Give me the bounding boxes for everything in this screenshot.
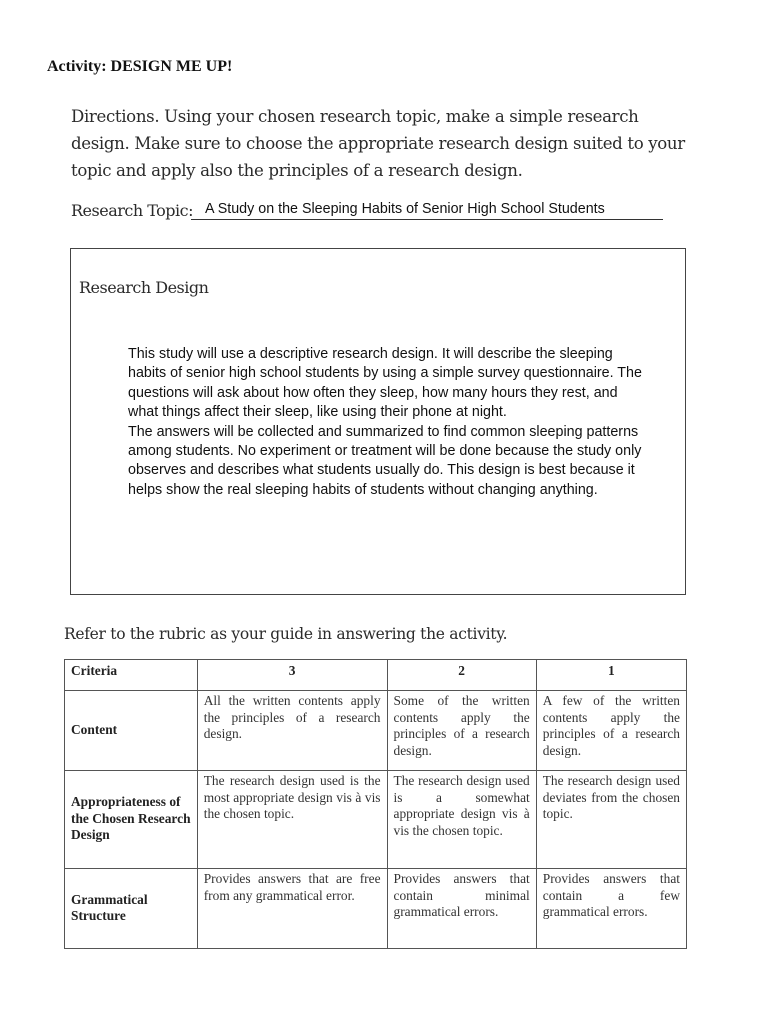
directions-text: Directions. Using your chosen research topic, make a simple research design. Make sure to choose the appropriate research design suited to your topic and apply also the principles of a research design. (71, 107, 685, 180)
research-topic-label: Research Topic: (71, 201, 194, 220)
rubric-cell: The research design used deviates from the chosen topic. (536, 771, 686, 869)
activity-title: Activity: DESIGN ME UP! (47, 58, 233, 75)
criteria-cell: Appropriateness of the Chosen Research Design (65, 771, 198, 869)
rubric-cell: All the written contents apply the principles of a research design. (197, 691, 387, 771)
rubric-cell: Provides answers that are free from any grammatical error. (197, 869, 387, 949)
research-design-paragraph: The answers will be collected and summarized to find common sleeping patterns among students. No experiment or treatment will be done because the study only observes and describes what students usually do. This design is best because it helps show the real sleeping habits of students without changing anything. (128, 423, 642, 498)
rubric-header-row (65, 660, 687, 691)
table-row (65, 691, 687, 771)
rubric-cell: Provides answers that contain a few grammatical errors. (536, 869, 686, 949)
rubric-table (64, 659, 687, 949)
header-score-1: 1 (536, 660, 686, 691)
research-design-text (128, 345, 648, 500)
rubric-cell: The research design used is a somewhat appropriate design vis à vis the chosen topic. (387, 771, 536, 869)
header-score-2: 2 (387, 660, 536, 691)
criteria-cell: Grammatical Structure (65, 869, 198, 949)
criteria-cell: Content (65, 691, 198, 771)
header-score-3: 3 (197, 660, 387, 691)
rubric-cell: Provides answers that contain minimal grammatical errors. (387, 869, 536, 949)
research-design-heading: Research Design (79, 278, 209, 297)
research-design-paragraph: This study will use a descriptive research design. It will describe the sleeping habits of senior high school students by using a simple survey questionnaire. The questions will ask about how often they sleep, how many hours they rest, and what things affect their sleep, like using their phone at night. (128, 346, 642, 421)
rubric-intro: Refer to the rubric as your guide in answering the activity. (64, 625, 508, 643)
header-criteria: Criteria (65, 660, 198, 691)
research-design-box (70, 248, 686, 595)
rubric-cell: Some of the written contents apply the principles of a research design. (387, 691, 536, 771)
table-row (65, 771, 687, 869)
table-row (65, 869, 687, 949)
research-topic-row (71, 199, 671, 229)
rubric-cell: A few of the written contents apply the principles of a research design. (536, 691, 686, 771)
research-topic-underline (191, 219, 663, 220)
research-topic-value: A Study on the Sleeping Habits of Senior High School Students (205, 201, 605, 217)
rubric-cell: The research design used is the most appropriate design vis à vis the chosen topic. (197, 771, 387, 869)
